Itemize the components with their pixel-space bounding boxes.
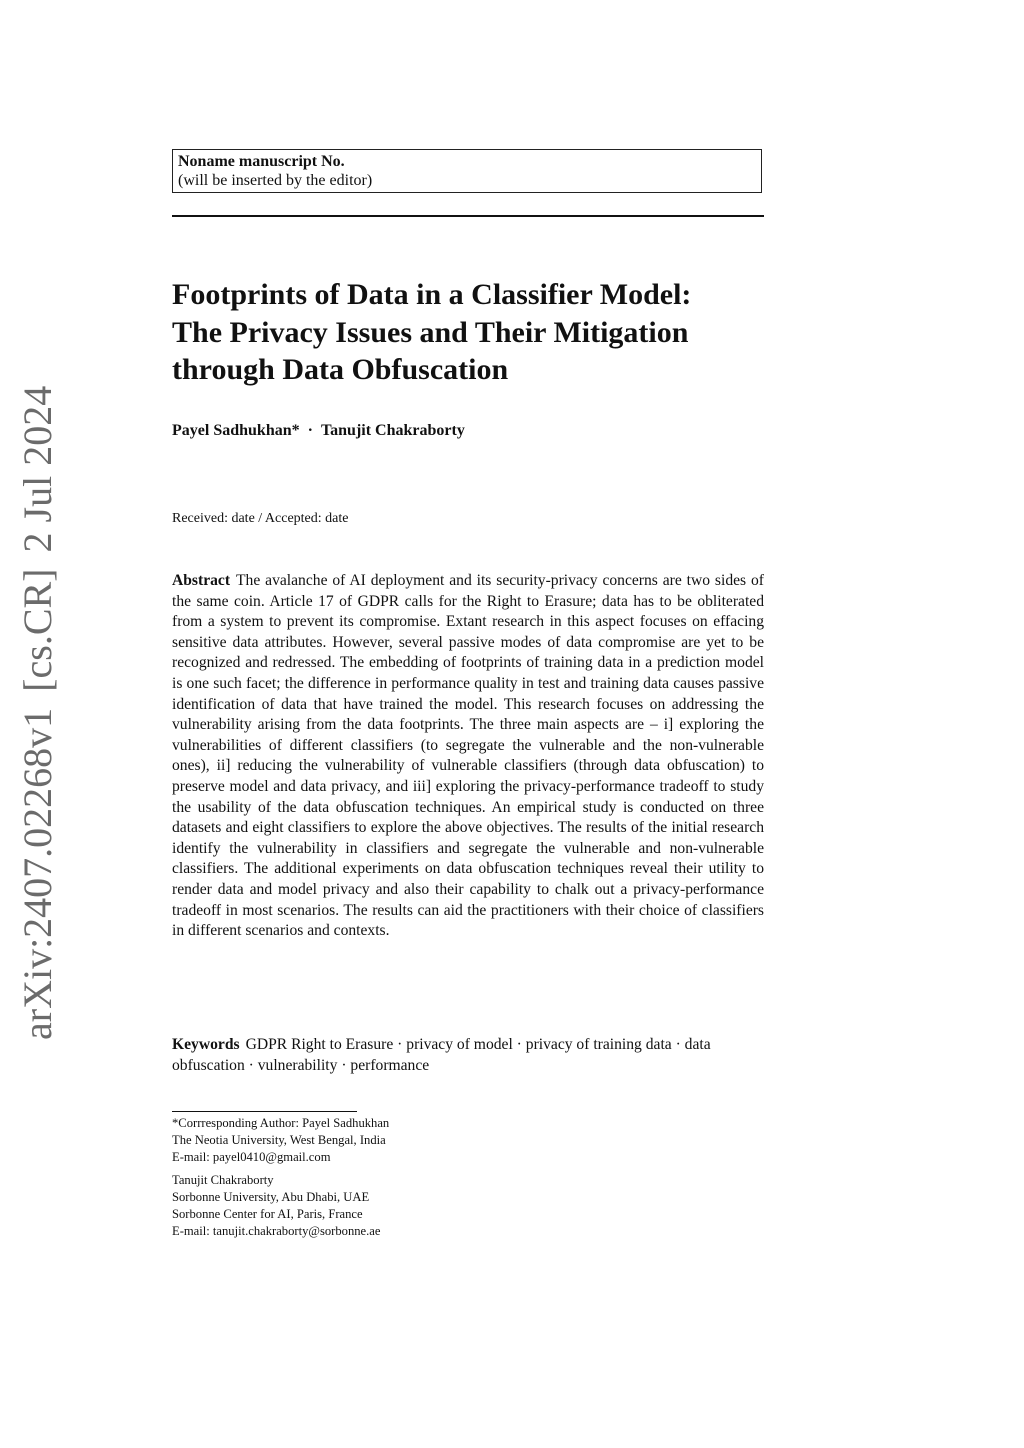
author-list [172, 421, 465, 441]
arxiv-date: 2 Jul 2024 [15, 385, 60, 553]
keywords [172, 1035, 764, 1076]
author-separator: · [307, 422, 313, 439]
title-line-2: The Privacy Issues and Their Mitigation [172, 315, 689, 349]
title-line-1: Footprints of Data in a Classifier Model: [172, 278, 692, 311]
footnote-email-2: E-mail: tanujit.chakraborty@sorbonne.ae [172, 1223, 381, 1238]
footnote-rule [172, 1111, 357, 1112]
footnote-second-author: Tanujit Chakraborty [172, 1173, 274, 1188]
footnote-email-1: E-mail: payel0410@gmail.com [172, 1149, 331, 1164]
keywords-label: Keywords [172, 1036, 240, 1053]
footnote-affiliation-2b: Sorbonne Center for AI, Paris, France [172, 1206, 363, 1221]
footnote-affiliation-1: The Neotia University, West Bengal, India [172, 1132, 386, 1147]
arxiv-id: arXiv:2407.02268v1 [15, 707, 60, 1040]
manuscript-number-label: Noname manuscript No. [178, 153, 345, 170]
manuscript-number-box [172, 149, 762, 193]
paper-title [172, 276, 772, 389]
header-rule [172, 215, 764, 217]
arxiv-category: [cs.CR] [15, 568, 60, 692]
received-accepted-dates: Received: date / Accepted: date [172, 511, 349, 526]
manuscript-editor-note: (will be inserted by the editor) [178, 172, 373, 189]
title-line-3: through Data Obfuscation [172, 353, 509, 386]
footnotes [172, 1115, 389, 1240]
footnote-corresponding-author: *Corrresponding Author: Payel Sadhukhan [172, 1116, 390, 1130]
abstract-label: Abstract [172, 572, 231, 589]
author-2: Tanujit Chakraborty [320, 422, 465, 439]
keywords-text: GDPR Right to Erasure · privacy of model · privacy of training data · data obfuscation · vulnerability · performance [172, 1036, 711, 1074]
arxiv-identifier [10, 385, 66, 1040]
author-1: Payel Sadhukhan* [172, 422, 300, 439]
footnote-affiliation-2a: Sorbonne University, Abu Dhabi, UAE [172, 1190, 370, 1205]
abstract-text: The avalanche of AI deployment and its security-privacy concerns are two sides of the same coin. Article 17 of GDPR calls for the Right to Erasure; data has to be obliterated from a system to prevent its compromise. Extant research in this aspect focuses on effacing sensitive data attributes. However, several passive modes of data compromise are yet to be recognized and redressed. The embedding of footprints of training data in a prediction model is one such facet; the difference in performance quality in test and training data causes passive identification of data that have trained the model. This research focuses on addressing the vulnerability arising from the data footprints. The three main aspects are – i] exploring the vulnerabilities of different classifiers (to segregate the vulnerable and the non-vulnerable ones), ii] reducing the vulnerability of vulnerable classifiers (through data obfuscation) to preserve model and data privacy, and iii] exploring the privacy-performance tradeoff to study the usability of the data obfuscation techniques. An empirical study is conducted on three datasets and eight classifiers to explore the above objectives. The results of the initial research identify the vulnerability in classifiers and segregate the vulnerable and non-vulnerable classifiers. The additional experiments on data obfuscation techniques reveal their utility to render data and model privacy and also their capability to chalk out a privacy-performance tradeoff in most scenarios. The results can aid the practitioners with their choice of classifiers in different scenarios and contexts. [172, 572, 764, 940]
abstract [172, 571, 764, 942]
